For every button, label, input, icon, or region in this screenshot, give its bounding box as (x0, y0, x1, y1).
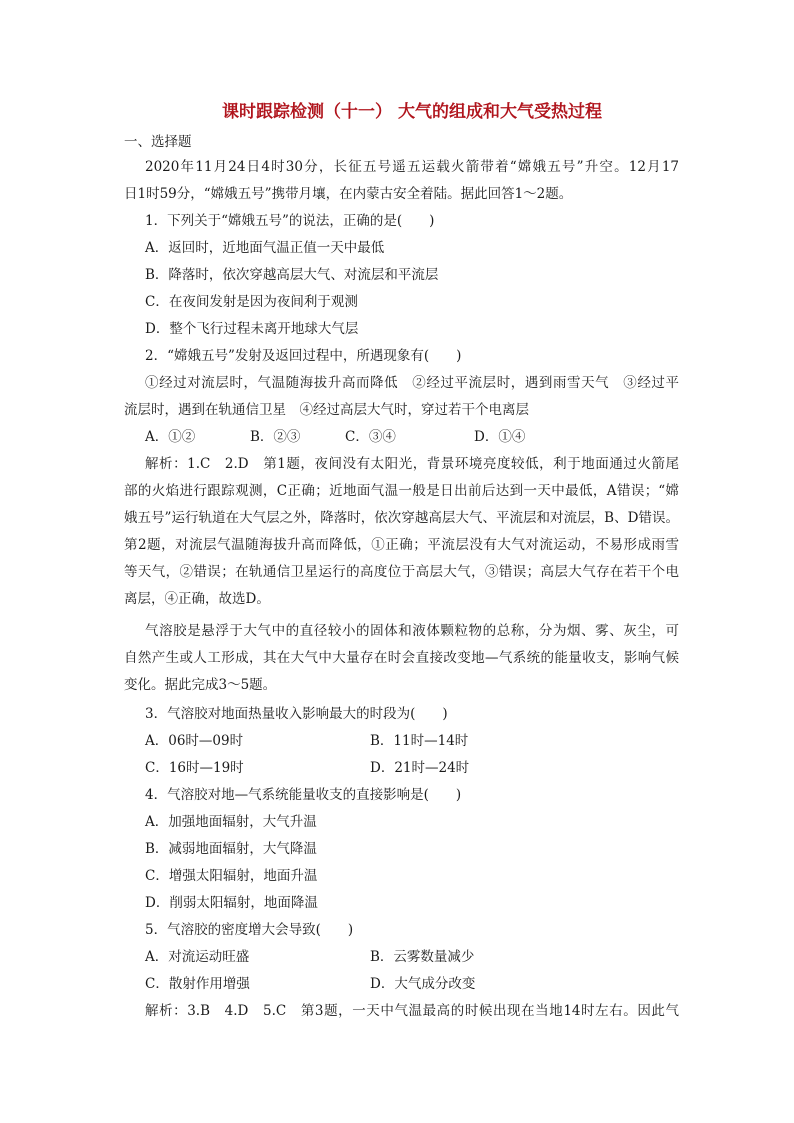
q4-option-a: A．加强地面辐射，大气升温 (145, 814, 317, 830)
intro2-line-1: 气溶胶是悬浮于大气中的直径较小的固体和液体颗粒物的总称，分为烟、雾、灰尘，可 (145, 623, 679, 639)
q2-stem: 2．“嫦娥五号”发射及返回过程中，所遇现象有( ) (145, 348, 462, 364)
q2-line-1: ①经过对流层时，气温随海拔升高而降低 ②经过平流层时，遇到雨雪天气 ③经过平 (145, 375, 679, 391)
q2-option-a: A．①② (145, 429, 196, 445)
q1-stem: 1．下列关于“嫦娥五号”的说法，正确的是( ) (145, 213, 435, 229)
q1-option-a: A．返回时，近地面气温正值一天中最低 (145, 240, 385, 256)
q5-option-a: A．对流运动旺盛 (145, 949, 250, 965)
q3-option-a: A．06时—09时 (145, 733, 244, 749)
q1-option-b: B．降落时，依次穿越高层大气、对流层和平流层 (145, 267, 439, 283)
q2-line-2: 流层时，遇到在轨通信卫星 ④经过高层大气时，穿过若干个电离层 (124, 402, 529, 418)
q4-option-c: C．增强太阳辐射，地面升温 (145, 868, 318, 884)
intro2-line-2: 自然产生或人工形成，其在大气中大量存在时会直接改变地—气系统的能量收支，影响气候 (124, 650, 679, 666)
q5-stem: 5．气溶胶的密度增大会导致( ) (145, 922, 354, 938)
page-title: 课时跟踪检测（十一） 大气的组成和大气受热过程 (222, 102, 602, 122)
q4-stem: 4．气溶胶对地—气系统能量收支的直接影响是( ) (145, 787, 462, 803)
q3-stem: 3．气溶胶对地面热量收入影响最大的时段为( ) (145, 706, 448, 722)
q5-option-c: C．散射作用增强 (145, 976, 250, 992)
q3-option-d: D．21时—24时 (370, 760, 470, 776)
intro2-line-3: 变化。据此完成3～5题。 (124, 677, 277, 693)
q4-option-b: B．减弱地面辐射，大气降温 (145, 841, 317, 857)
q5-option-b: B．云雾数量减少 (370, 949, 475, 965)
analysis1-line-2: 部的火焰进行跟踪观测，C正确；近地面气温一般是日出前后达到一天中最低，A错误；“嫦 (124, 483, 679, 499)
analysis1-line-6: 离层，④正确，故选D。 (124, 591, 270, 607)
analysis1-line-5: 等天气，②错误；在轨通信卫星运行的高度位于高层大气，③错误；高层大气存在若干个电 (124, 564, 679, 580)
analysis1-line-1: 解析：1.C 2.D 第1题，夜间没有太阳光，背景环境亮度较低，利于地面通过火箭尾 (145, 456, 679, 472)
q3-option-c: C．16时—19时 (145, 760, 244, 776)
q3-option-b: B．11时—14时 (370, 733, 469, 749)
q2-option-d: D．①④ (474, 429, 526, 445)
analysis2-line-1: 解析：3.B 4.D 5.C 第3题，一天中气温最高的时候出现在当地14时左右。因此气 (145, 1003, 679, 1019)
q2-option-c: C．③④ (345, 429, 396, 445)
intro1-line-2: 日1时59分，“嫦娥五号”携带月壤，在内蒙古安全着陆。据此回答1～2题。 (124, 186, 573, 202)
analysis1-line-4: 第2题，对流层气温随海拔升高而降低，①正确；平流层没有大气对流运动，不易形成雨雪 (124, 537, 679, 553)
q5-option-d: D．大气成分改变 (370, 976, 476, 992)
analysis1-line-3: 娥五号”运行轨道在大气层之外，降落时，依次穿越高层大气、平流层和对流层，B、D错误。 (124, 510, 679, 526)
section-heading: 一、选择题 (124, 134, 192, 150)
intro1-line-1: 2020年11月24日4时30分，长征五号遥五运载火箭带着“嫦娥五号”升空。12月17 (145, 159, 679, 175)
q4-option-d: D．削弱太阳辐射，地面降温 (145, 895, 318, 911)
q1-option-c: C．在夜间发射是因为夜间利于观测 (145, 294, 358, 310)
q2-option-b: B．②③ (250, 429, 301, 445)
q1-option-d: D．整个飞行过程未离开地球大气层 (145, 321, 359, 337)
